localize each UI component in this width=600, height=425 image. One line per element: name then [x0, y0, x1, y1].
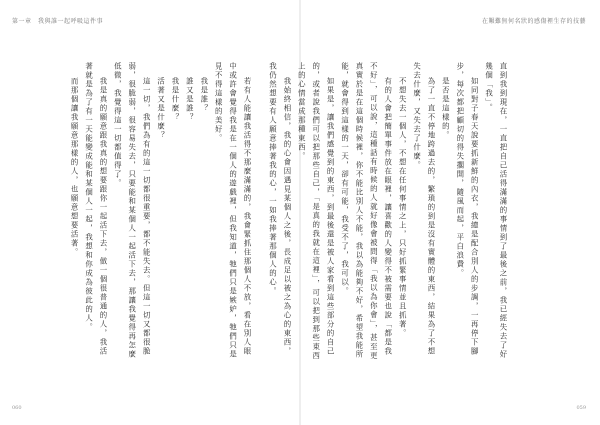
- left-paragraph: 而那個讓我願意那樣的人，也願意想要活著。: [70, 76, 80, 257]
- right-paragraph: 為了一直不停地跨過去的，繁瑣的到是沒有實體的東西，結果為了不想失去什麼，又失去了什麼。: [412, 62, 436, 356]
- right-paragraph: 有的人會把簡單事件放在眼裡，讓喜歡的人變得不被需要也說「都是我不好」，可以說，這種話有時候的人就好像會被問得「我以為你會」，甚至更真實於是在這個時候裡，你不能比別人不能，我以為能夠不好，希望我能所能，就會得到這樣的一天，卻有可能，我受不了，我可以。: [340, 62, 393, 361]
- right-paragraph: 直到我到現在，一直把自己活得滿滿的事情到了最後之前，我已經失去了好幾個「我」。: [484, 62, 508, 359]
- left-paragraph: 活著又是什麼？: [156, 76, 166, 140]
- left-paragraph: 若有人能讓我活得不那麼滿滿的，我會緊抓住那個人不放，看在別人眼中或許會覺得我是在一個人的遊戲裡，但我知道，牠們只是嫉妒，牠們只是見不得這樣的美好。: [214, 62, 252, 359]
- right-paragraph: 不想失去一個人，不想在任何事情之上，只好抓緊事情並且抓著。: [398, 76, 408, 338]
- left-page-body: [70, 62, 254, 362]
- left-paragraph: 誰又是誰？: [185, 76, 195, 122]
- page-number-right: 059: [576, 405, 586, 411]
- right-paragraph: 如同對子春天說要抓新鮮的內衣，我總是配合別人的步調，一再停下腳步，每次都把顧切的得失擱開，隨風而起，平白浪費。: [455, 62, 480, 356]
- right-paragraph: 我始終相信，我的心會因遇見某個人之後，長成足以被之為心的東西，我仍然想要有人願意捧著我的心，一如我捧著那個人的心。: [268, 62, 292, 356]
- running-head-left: 第一章 我與誰一起呼吸這件事: [12, 18, 104, 25]
- running-head-right: 在艱難無何名狀的感傷裡生存的技藝: [481, 18, 586, 25]
- right-page-body: [268, 62, 510, 362]
- left-paragraph: 我是誰？: [199, 76, 209, 113]
- left-paragraph: 這一切，我們為有的這一切都很重要，都不能失去。但這一切又都很脆弱，很脆弱，很容易失去，只要能和某個人一起活下去，那讓我覺得再怎麼低微，我覺得這一切都值得了。: [113, 62, 152, 359]
- right-paragraph: 是否是這樣的。: [441, 76, 451, 140]
- left-paragraph: 我是什麼？: [170, 76, 180, 122]
- left-paragraph: 我是真的願意跟我真的想要跟你一起活下去，做一個很普通的人，我活著就是為了有一天能變成能和某個人一起，我想和你成為彼此的人。: [84, 62, 108, 356]
- page-number-left: 060: [12, 405, 22, 411]
- right-paragraph: 如果是，讓我們感覺到的東西，到最後還是被人家看到這些部分的自己的，或者說我們可以把那些自己，「是真的我就在這裡」，可以把到那些東西上的心情當成那種東西。: [297, 62, 336, 361]
